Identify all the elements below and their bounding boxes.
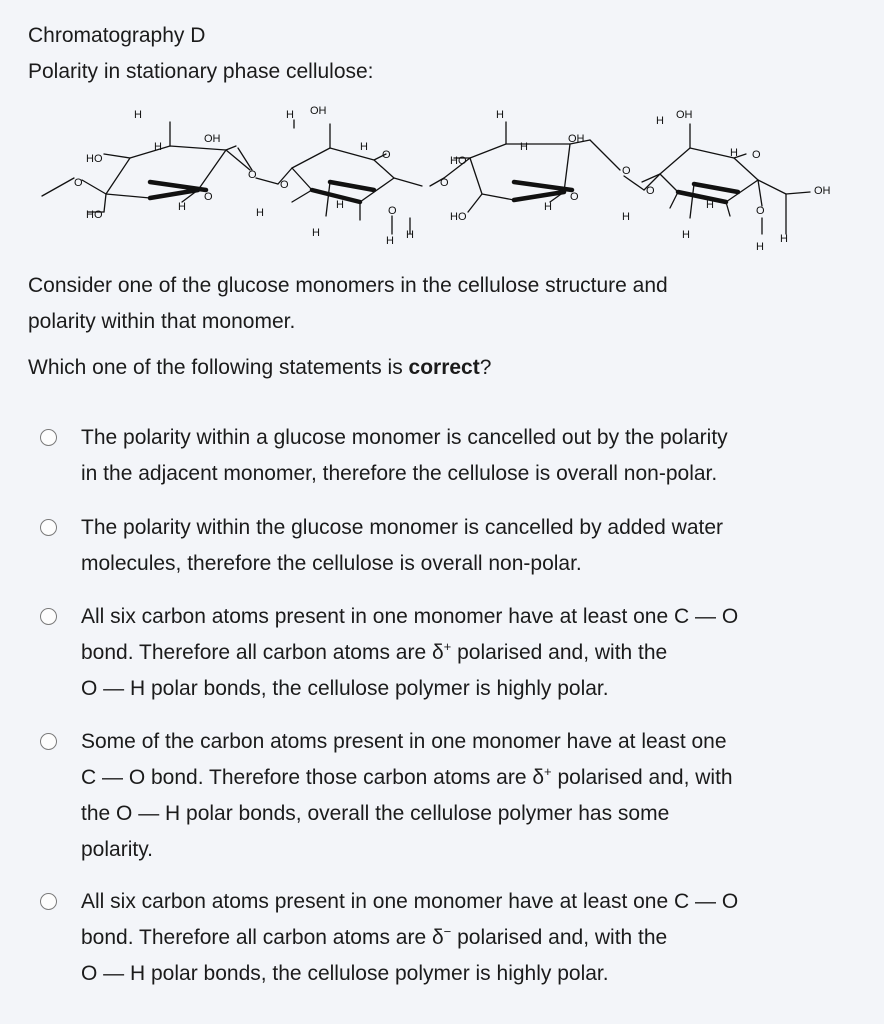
svg-text:O: O (74, 177, 83, 189)
question-prompt (28, 350, 828, 386)
answer-option-line: The polarity within the glucose monomer is cancelled by added water (81, 516, 724, 539)
svg-text:O: O (646, 185, 655, 197)
svg-text:H: H (336, 199, 344, 211)
svg-text:H: H (256, 207, 264, 219)
atom-labels (74, 105, 831, 253)
svg-text:HO: HO (86, 209, 103, 221)
svg-text:O: O (752, 149, 761, 161)
svg-text:H: H (756, 241, 764, 253)
answer-option-line: Some of the carbon atoms present in one monomer have at least one (81, 730, 727, 753)
svg-text:O: O (280, 179, 289, 191)
answer-option-line: The polarity within a glucose monomer is cancelled out by the polarity (81, 426, 728, 449)
answer-option-line: O — H polar bonds, the cellulose polymer is highly polar. (81, 962, 609, 985)
answer-option-text[interactable] (81, 599, 861, 707)
radio-button[interactable] (40, 429, 57, 446)
answer-option-line: in the adjacent monomer, therefore the cellulose is overall non-polar. (81, 462, 718, 485)
svg-text:H: H (544, 201, 552, 213)
svg-text:O: O (756, 205, 765, 217)
svg-text:OH: OH (814, 185, 831, 197)
svg-text:H: H (134, 109, 142, 121)
answer-option-line: C — O bond. Therefore those carbon atoms are δ+ polarised and, with (81, 764, 733, 789)
svg-text:O: O (622, 165, 631, 177)
svg-text:H: H (622, 211, 630, 223)
svg-text:OH: OH (676, 109, 693, 121)
question-prompt-prefix: Which one of the following statements is (28, 356, 409, 379)
answer-option-line: the O — H polar bonds, overall the cellulose polymer has some (81, 802, 670, 825)
svg-text:H: H (312, 227, 320, 239)
page-title: Chromatography D (28, 24, 206, 47)
svg-text:O: O (570, 191, 579, 203)
question-prompt-suffix: ? (479, 356, 492, 379)
svg-text:O: O (204, 191, 213, 203)
page-subtitle: Polarity in stationary phase cellulose: (28, 60, 374, 83)
svg-text:HO: HO (86, 153, 103, 165)
question-intro-line-2: polarity within that monomer. (28, 310, 296, 333)
svg-text:OH: OH (568, 133, 585, 145)
radio-button[interactable] (40, 733, 57, 750)
svg-text:O: O (388, 205, 397, 217)
svg-text:H: H (706, 199, 714, 211)
answer-option-text[interactable] (81, 510, 861, 582)
svg-text:H: H (496, 109, 504, 121)
svg-text:H: H (178, 201, 186, 213)
svg-text:H: H (682, 229, 690, 241)
answer-option-line: All six carbon atoms present in one monomer have at least one C — O (81, 890, 739, 913)
svg-text:H: H (656, 115, 664, 127)
svg-text:O: O (382, 149, 391, 161)
answer-option-line: All six carbon atoms present in one monomer have at least one C — O (81, 605, 739, 628)
svg-text:HO: HO (450, 211, 467, 223)
answer-option-line: bond. Therefore all carbon atoms are δ+ polarised and, with the (81, 639, 668, 664)
answer-option-text[interactable] (81, 420, 861, 492)
answer-option-line: bond. Therefore all carbon atoms are δ− polarised and, with the (81, 924, 668, 949)
answer-option-text[interactable] (81, 884, 861, 992)
svg-text:H: H (730, 147, 738, 159)
svg-text:H: H (386, 235, 394, 247)
answer-option-text[interactable] (81, 724, 861, 868)
svg-text:O: O (440, 177, 449, 189)
svg-text:HO: HO (450, 155, 467, 167)
question-intro-line-1: Consider one of the glucose monomers in the cellulose structure and (28, 274, 668, 297)
svg-text:OH: OH (204, 133, 221, 145)
svg-text:H: H (154, 141, 162, 153)
question-intro (28, 268, 828, 340)
svg-text:H: H (360, 141, 368, 153)
answer-option-line: polarity. (81, 838, 153, 861)
cellulose-structure-diagram (30, 98, 850, 256)
svg-text:H: H (520, 141, 528, 153)
answer-option-line: molecules, therefore the cellulose is overall non-polar. (81, 552, 582, 575)
svg-text:H: H (780, 233, 788, 245)
radio-button[interactable] (40, 608, 57, 625)
svg-text:O: O (248, 169, 257, 181)
radio-button[interactable] (40, 519, 57, 536)
radio-button[interactable] (40, 893, 57, 910)
svg-text:OH: OH (310, 105, 327, 117)
svg-text:H: H (286, 109, 294, 121)
svg-text:H: H (406, 229, 414, 241)
answer-option-line: O — H polar bonds, the cellulose polymer is highly polar. (81, 677, 609, 700)
question-prompt-bold: correct (408, 356, 480, 379)
